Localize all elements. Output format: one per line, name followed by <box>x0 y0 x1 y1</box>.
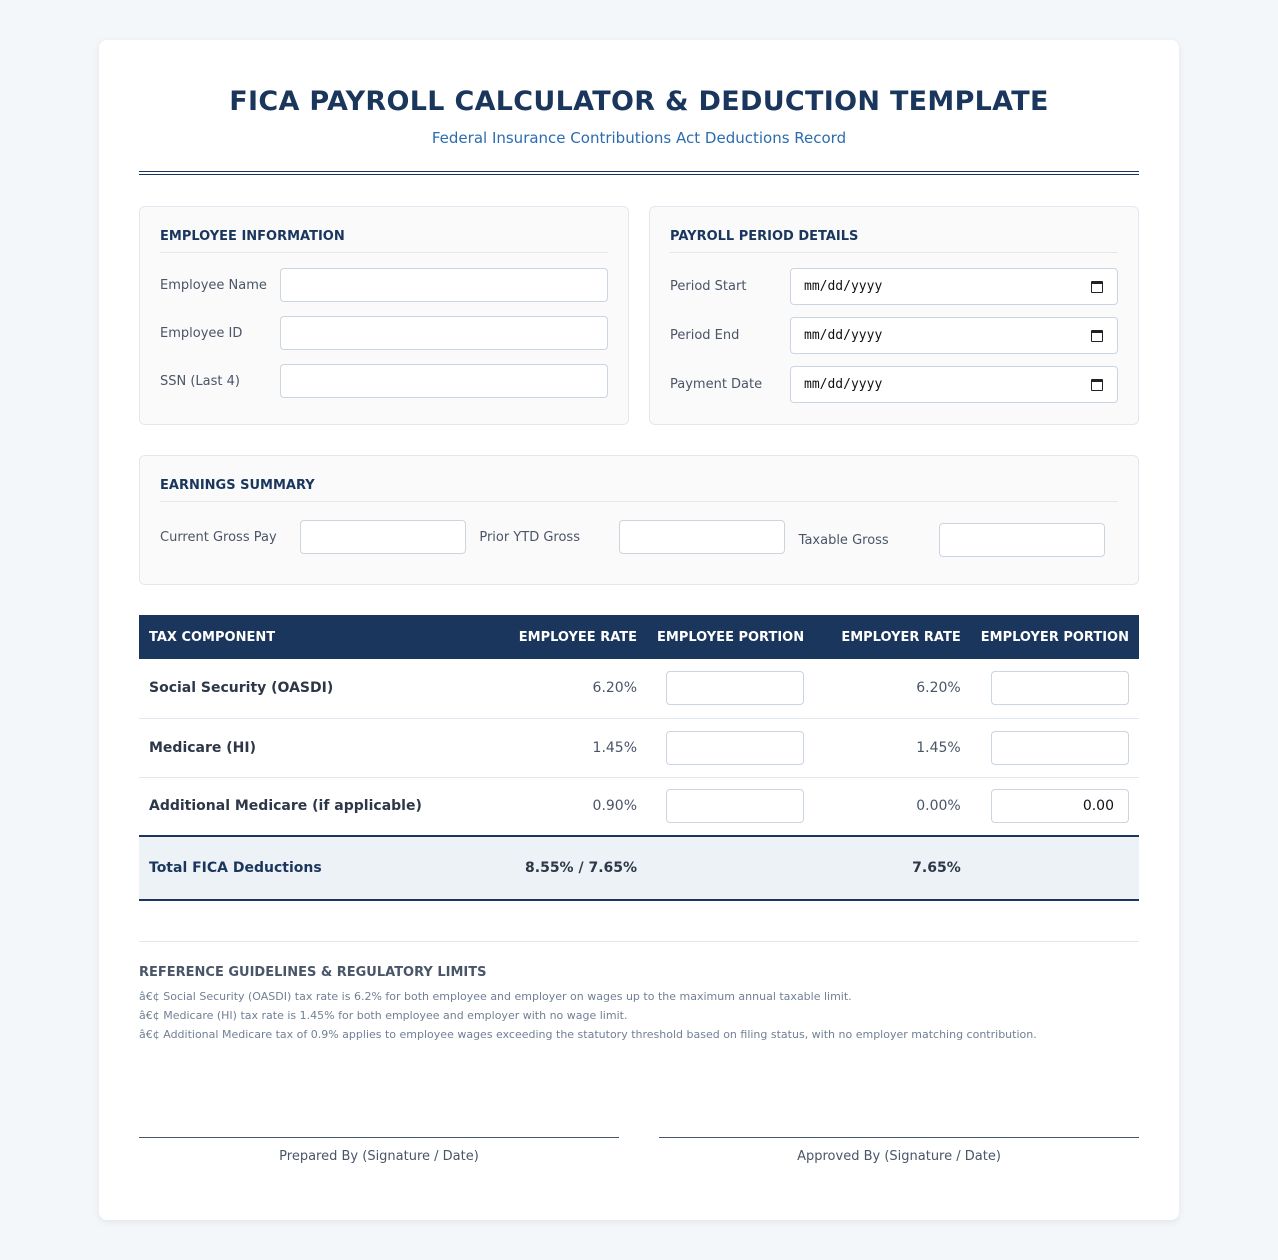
employee-rate-cell: 1.45% <box>507 718 647 777</box>
employee-information-section <box>139 206 629 425</box>
ssn-last4-label: SSN (Last 4) <box>160 373 240 389</box>
total-employee-portion-cell <box>647 836 814 900</box>
earnings-summary-section <box>139 455 1139 585</box>
header-divider <box>139 171 1139 175</box>
reference-line: â€¢ Social Security (OASDI) tax rate is 6.2% for both employee and employer on wages up to the maximum annual taxable limit. <box>139 990 852 1003</box>
employer-rate-cell: 0.00% <box>916 798 961 815</box>
table-row <box>139 718 1139 777</box>
employee-portion-input[interactable] <box>666 731 804 765</box>
period-start-label: Period Start <box>670 279 747 294</box>
section-title-employee-information: EMPLOYEE INFORMATION <box>160 229 608 253</box>
section-title-earnings-summary: EARNINGS SUMMARY <box>160 478 1118 502</box>
calendar-icon[interactable] <box>1091 330 1103 342</box>
col-header-employee-rate: EMPLOYEE RATE <box>518 629 638 645</box>
table-row <box>139 659 1139 718</box>
prior-ytd-gross-input[interactable] <box>619 520 785 554</box>
payment-date-placeholder: mm/dd/yyyy <box>804 377 883 392</box>
period-end-placeholder: mm/dd/yyyy <box>804 328 883 343</box>
employee-name-label: Employee Name <box>160 277 267 293</box>
period-start-date-input[interactable] <box>790 268 1118 305</box>
employee-rate-cell: 0.90% <box>592 798 638 815</box>
total-employer-portion-cell <box>971 836 1139 900</box>
col-header-employee-portion: EMPLOYEE PORTION <box>657 629 805 645</box>
employer-portion-input[interactable] <box>991 671 1129 705</box>
payment-date-input[interactable] <box>790 366 1118 403</box>
page-title: FICA PAYROLL CALCULATOR & DEDUCTION TEMPLATE <box>229 86 1049 117</box>
taxable-gross-input[interactable] <box>939 523 1105 557</box>
prepared-by-signature-line: Prepared By (Signature / Date) <box>139 1137 619 1164</box>
tax-component-cell: Medicare (HI) <box>139 718 507 777</box>
employer-rate-cell: 6.20% <box>814 659 971 718</box>
payment-date-label: Payment Date <box>670 377 763 392</box>
total-row <box>139 836 1139 900</box>
col-header-employer-rate: EMPLOYER RATE <box>841 629 961 645</box>
table-header-row <box>139 615 1139 659</box>
total-employer-rate-cell: 7.65% <box>814 836 971 900</box>
fica-deductions-table <box>139 615 1139 901</box>
employee-id-label: Employee ID <box>160 325 243 341</box>
period-end-date-input[interactable] <box>790 317 1118 354</box>
payroll-form-card <box>99 40 1179 1220</box>
employer-portion-input[interactable]: 0.00 <box>991 789 1129 823</box>
calendar-icon[interactable] <box>1091 281 1103 293</box>
employer-portion-input[interactable] <box>991 731 1129 765</box>
reference-guidelines <box>139 941 1139 1044</box>
employee-portion-input[interactable] <box>666 671 804 705</box>
reference-title: REFERENCE GUIDELINES & REGULATORY LIMITS <box>139 965 487 980</box>
table-row <box>139 777 1139 836</box>
total-label-cell: Total FICA Deductions <box>139 836 507 900</box>
tax-component-cell: Additional Medicare (if applicable) <box>149 798 422 815</box>
period-start-placeholder: mm/dd/yyyy <box>804 279 883 294</box>
employee-name-input[interactable] <box>280 268 608 302</box>
total-employee-rate-cell: 8.55% / 7.65% <box>507 836 647 900</box>
employee-rate-cell: 6.20% <box>507 659 647 718</box>
employee-portion-input[interactable] <box>666 789 804 823</box>
taxable-gross-label: Taxable Gross <box>798 532 889 548</box>
section-title-payroll-period: PAYROLL PERIOD DETAILS <box>670 229 1118 253</box>
employer-rate-cell: 1.45% <box>814 718 971 777</box>
tax-component-cell: Social Security (OASDI) <box>139 659 507 718</box>
reference-line: â€¢ Additional Medicare tax of 0.9% applies to employee wages exceeding the statutory threshold based on filing status, with no employer matching contribution. <box>139 1028 1037 1041</box>
payroll-period-section <box>649 206 1139 425</box>
page-subtitle: Federal Insurance Contributions Act Deductions Record <box>431 129 847 147</box>
signature-area <box>139 1137 1139 1164</box>
approved-by-signature-line: Approved By (Signature / Date) <box>659 1137 1139 1164</box>
period-end-label: Period End <box>670 328 740 343</box>
reference-line: â€¢ Medicare (HI) tax rate is 1.45% for both employee and employer with no wage limit. <box>139 1009 628 1022</box>
calendar-icon[interactable] <box>1091 379 1103 391</box>
current-gross-pay-label: Current Gross Pay <box>160 529 277 545</box>
current-gross-pay-input[interactable] <box>300 520 466 554</box>
employee-id-input[interactable] <box>280 316 608 350</box>
col-header-employer-portion: EMPLOYER PORTION <box>980 629 1129 645</box>
prior-ytd-gross-label: Prior YTD Gross <box>479 529 580 545</box>
col-header-tax-component: TAX COMPONENT <box>149 629 276 645</box>
ssn-last4-input[interactable] <box>280 364 608 398</box>
